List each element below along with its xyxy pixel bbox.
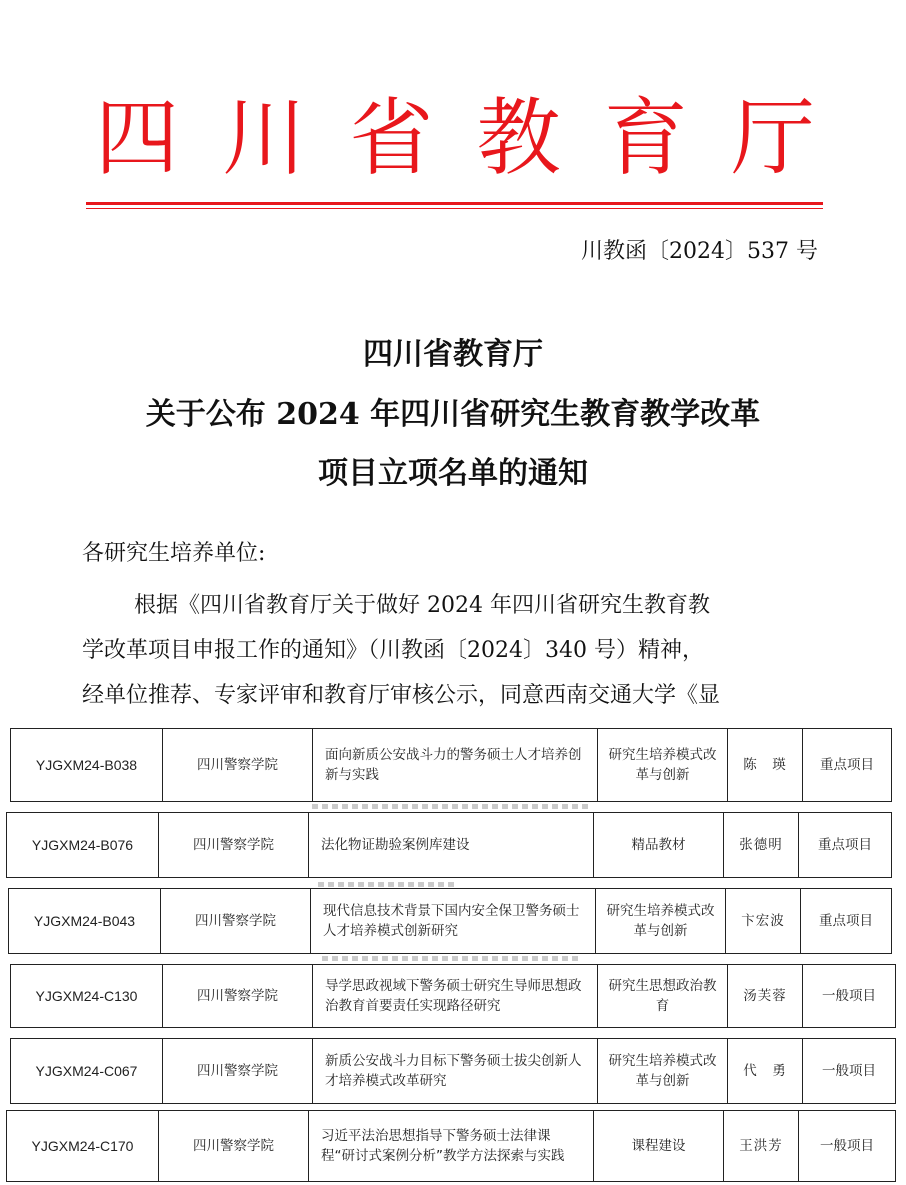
scan-artifact (322, 956, 582, 961)
masthead-char: 四 (95, 89, 180, 187)
project-id: YJGXM24-B076 (7, 813, 159, 877)
unit-name: 四川警察学院 (161, 889, 311, 953)
project-category: 研究生思想政治教育 (598, 965, 728, 1027)
project-id: YJGXM24-C067 (11, 1039, 163, 1103)
title-line-2: 关于公布 2024 年四川省研究生教育教学改革 (145, 397, 761, 432)
table-row (10, 1038, 896, 1104)
title-line-1: 四川省教育厅 (363, 337, 543, 372)
project-title: 习近平法治思想指导下警务硕士法律课程“研讨式案例分析”教学方法探索与实践 (309, 1111, 594, 1181)
project-leader: 卞宏波 (726, 889, 801, 953)
document-number: 川教函〔2024〕537 号 (581, 239, 818, 264)
body-line-1: 根据《四川省教育厅关于做好 2024 年四川省研究生教育教 (134, 593, 710, 618)
scan-artifact (312, 804, 592, 809)
body-line-2: 学改革项目申报工作的通知》（川教函〔2024〕340 号）精神， (82, 638, 704, 663)
unit-name: 四川警察学院 (159, 813, 309, 877)
scan-artifact (318, 882, 458, 887)
project-level: 一般项目 (822, 988, 876, 1004)
project-title: 新质公安战斗力目标下警务硕士拔尖创新人才培养模式改革研究 (313, 1039, 598, 1103)
red-divider-thin (86, 208, 823, 209)
unit-name: 四川警察学院 (159, 1111, 309, 1181)
table-row (6, 1110, 896, 1182)
project-leader: 汤芙蓉 (728, 965, 803, 1027)
project-level: 一般项目 (820, 1138, 874, 1154)
project-leader: 代 勇 (728, 1039, 803, 1103)
project-leader: 张德明 (724, 813, 799, 877)
table-row (10, 964, 896, 1028)
project-title: 现代信息技术背景下国内安全保卫警务硕士人才培养模式创新研究 (311, 889, 596, 953)
unit-name: 四川警察学院 (163, 729, 313, 801)
masthead (95, 89, 815, 187)
project-category: 研究生培养模式改革与创新 (596, 889, 726, 953)
project-title: 法化物证勘验案例库建设 (309, 813, 594, 877)
body-line-3: 经单位推荐、专家评审和教育厅审核公示，同意西南交通大学《显 (82, 683, 721, 708)
unit-name: 四川警察学院 (163, 1039, 313, 1103)
project-leader: 王洪芳 (724, 1111, 799, 1181)
masthead-char: 教 (476, 89, 561, 187)
project-level: 重点项目 (818, 837, 872, 853)
project-id: YJGXM24-C130 (11, 965, 163, 1027)
project-title: 导学思政视域下警务硕士研究生导师思想政治教育首要责任实现路径研究 (313, 965, 598, 1027)
title-line-3: 项目立项名单的通知 (318, 456, 588, 491)
masthead-char: 育 (603, 89, 688, 187)
project-level: 重点项目 (820, 757, 874, 773)
project-category: 课程建设 (594, 1111, 724, 1181)
project-id: YJGXM24-C170 (7, 1111, 159, 1181)
project-level: 一般项目 (822, 1063, 876, 1079)
project-leader: 陈 瑛 (728, 729, 803, 801)
project-id: YJGXM24-B043 (9, 889, 161, 953)
project-category: 精品教材 (594, 813, 724, 877)
project-category: 研究生培养模式改革与创新 (598, 729, 728, 801)
project-category: 研究生培养模式改革与创新 (598, 1039, 728, 1103)
table-row (10, 728, 892, 802)
salutation: 各研究生培养单位: (82, 541, 266, 566)
masthead-char: 川 (222, 89, 307, 187)
red-divider (86, 202, 823, 205)
project-title: 面向新质公安战斗力的警务硕士人才培养创新与实践 (313, 729, 598, 801)
project-id: YJGXM24-B038 (11, 729, 163, 801)
table-row (6, 812, 892, 878)
masthead-char: 厅 (730, 89, 815, 187)
masthead-char: 省 (349, 89, 434, 187)
unit-name: 四川警察学院 (163, 965, 313, 1027)
project-level: 重点项目 (819, 913, 873, 929)
table-row (8, 888, 892, 954)
